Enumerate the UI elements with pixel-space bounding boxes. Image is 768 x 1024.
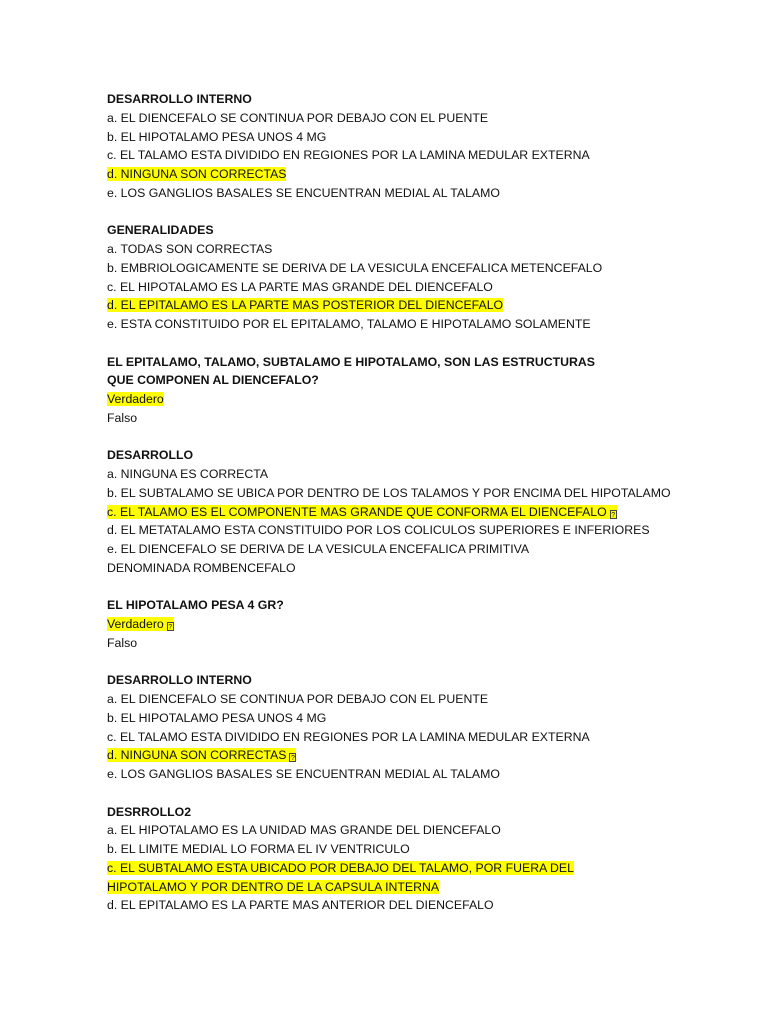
- answer-option-e: e. LOS GANGLIOS BASALES SE ENCUENTRAN MEDIAL AL TALAMO: [107, 767, 500, 781]
- question-heading: DESRROLLO2: [107, 804, 192, 819]
- question-heading: GENERALIDADES: [107, 223, 214, 238]
- missing-glyph-icon: ?: [168, 624, 173, 631]
- question-block-4: [107, 446, 727, 577]
- answer-option-a: a. NINGUNA ES CORRECTA: [107, 467, 269, 481]
- answer-option-d: d. EL METATALAMO ESTA CONSTITUIDO POR LOS COLICULOS SUPERIORES E INFERIORES: [107, 523, 650, 538]
- question-heading: DESARROLLO INTERNO: [107, 92, 252, 106]
- answer-option-a: a. TODAS SON CORRECTAS: [107, 242, 273, 256]
- missing-glyph-icon: ?: [291, 755, 295, 763]
- answer-option-c: c. EL HIPOTALAMO ES LA PARTE MAS GRANDE DEL DIENCEFALO: [107, 279, 493, 294]
- question-block-2: [107, 221, 727, 334]
- answer-option-b: b. EL SUBTALAMO SE UBICA POR DENTRO DE LOS TALAMOS Y POR ENCIMA DEL HIPOTALAMO: [107, 485, 671, 500]
- missing-glyph-icon: ?: [611, 511, 616, 519]
- answer-option-d-highlighted: d. NINGUNA SON CORRECTAS: [107, 748, 287, 763]
- answer-option-c: c. EL TALAMO ESTA DIVIDIDO EN REGIONES POR LA LAMINA MEDULAR EXTERNA: [107, 729, 590, 744]
- answer-option-e: e. ESTA CONSTITUIDO POR EL EPITALAMO, TALAMO E HIPOTALAMO SOLAMENTE: [107, 317, 591, 331]
- answer-option-b: b. EL HIPOTALAMO PESA UNOS 4 MG: [107, 710, 327, 725]
- question-block-1: [107, 90, 727, 203]
- answer-option-a: a. EL DIENCEFALO SE CONTINUA POR DEBAJO CON EL PUENTE: [107, 110, 489, 125]
- answer-option-c-highlighted-continued: HIPOTALAMO Y POR DENTRO DE LA CAPSULA INTERNA: [107, 879, 440, 894]
- question-heading: DESARROLLO INTERNO: [107, 673, 252, 688]
- answer-false: Falso: [107, 410, 138, 425]
- question-heading: EL EPITALAMO, TALAMO, SUBTALAMO E HIPOTALAMO, SON LAS ESTRUCTURAS QUE COMPONEN AL DIENCEFALO?: [107, 354, 595, 388]
- answer-option-c-highlighted: c. EL SUBTALAMO ESTA UBICADO POR DEBAJO DEL TALAMO, POR FUERA DEL: [107, 860, 574, 875]
- answer-option-a: a. EL DIENCEFALO SE CONTINUA POR DEBAJO CON EL PUENTE: [107, 692, 489, 706]
- question-heading: DESARROLLO: [107, 448, 194, 463]
- question-block-6: [107, 671, 727, 784]
- answer-option-d-highlighted: d. EL EPITALAMO ES LA PARTE MAS POSTERIOR DEL DIENCEFALO: [107, 298, 504, 313]
- answer-true-highlighted: Verdadero: [107, 617, 164, 631]
- question-heading: EL HIPOTALAMO PESA 4 GR?: [107, 598, 284, 613]
- question-block-3: [107, 353, 727, 428]
- answer-false: Falso: [107, 635, 138, 650]
- answer-option-b: b. EL LIMITE MEDIAL LO FORMA EL IV VENTRICULO: [107, 842, 410, 856]
- document-content: [107, 90, 727, 934]
- answer-option-a: a. EL HIPOTALAMO ES LA UNIDAD MAS GRANDE DEL DIENCEFALO: [107, 823, 501, 838]
- question-block-7: [107, 803, 727, 916]
- answer-option-e: e. EL DIENCEFALO SE DERIVA DE LA VESICULA ENCEFALICA PRIMITIVA DENOMINADA ROMBENCEFALO: [107, 542, 529, 575]
- question-block-5: [107, 596, 727, 652]
- answer-option-b: b. EL HIPOTALAMO PESA UNOS 4 MG: [107, 129, 327, 144]
- answer-option-d: d. EL EPITALAMO ES LA PARTE MAS ANTERIOR DEL DIENCEFALO: [107, 898, 494, 913]
- answer-option-c-highlighted: c. EL TALAMO ES EL COMPONENTE MAS GRANDE QUE CONFORMA EL DIENCEFALO: [107, 504, 607, 519]
- answer-option-c: c. EL TALAMO ESTA DIVIDIDO EN REGIONES POR LA LAMINA MEDULAR EXTERNA: [107, 148, 590, 163]
- answer-option-b: b. EMBRIOLOGICAMENTE SE DERIVA DE LA VESICULA ENCEFALICA METENCEFALO: [107, 260, 603, 275]
- answer-true-highlighted: Verdadero: [107, 392, 164, 406]
- answer-option-d-highlighted: d. NINGUNA SON CORRECTAS: [107, 167, 287, 181]
- answer-option-e: e. LOS GANGLIOS BASALES SE ENCUENTRAN MEDIAL AL TALAMO: [107, 185, 500, 200]
